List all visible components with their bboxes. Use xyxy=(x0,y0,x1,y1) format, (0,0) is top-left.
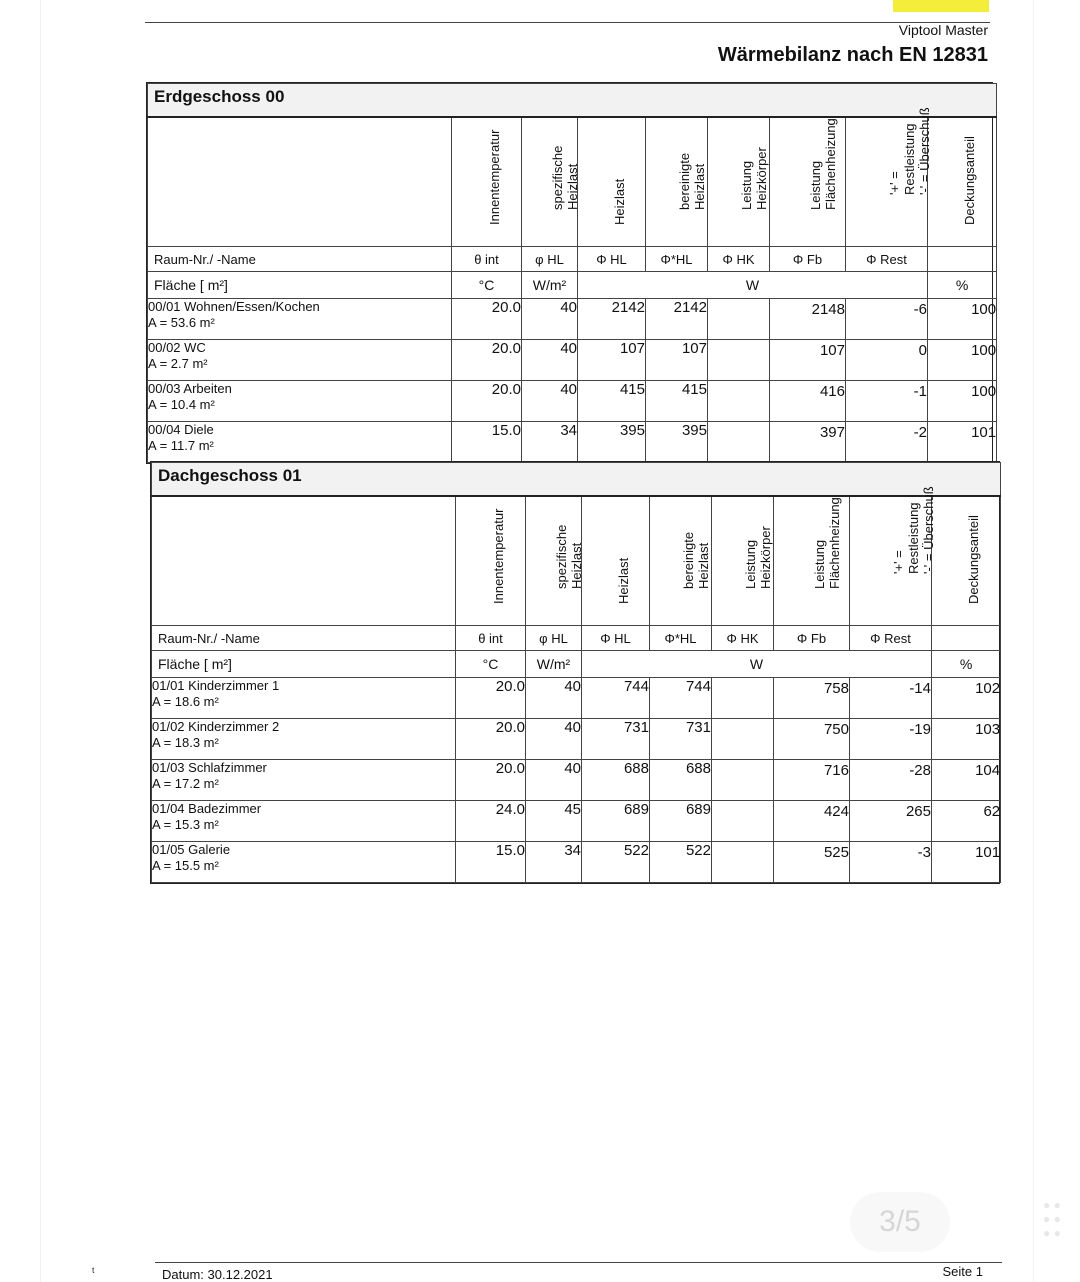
room-area: A = 2.7 m² xyxy=(148,356,208,371)
unit-temp: °C xyxy=(456,651,526,678)
column-label-line: Heizlast xyxy=(615,557,631,604)
cell-hk xyxy=(712,678,774,719)
cell-adj: 415 xyxy=(646,381,708,422)
column-label-line: Heizkörper xyxy=(757,526,773,589)
cell-hk xyxy=(712,760,774,801)
cell-temp: 20.0 xyxy=(456,719,526,760)
room-cell xyxy=(148,381,452,422)
cell-rest: -19 xyxy=(850,719,932,760)
column-label-line: Leistung xyxy=(738,160,754,210)
column-header-adj xyxy=(650,496,712,626)
cell-temp: 20.0 xyxy=(452,340,522,381)
column-header-rest xyxy=(850,486,936,626)
column-header-spec xyxy=(522,117,578,247)
table-row xyxy=(152,719,1001,760)
column-label-line: Flächenheizung xyxy=(822,118,838,210)
cell-temp: 20.0 xyxy=(452,381,522,422)
column-label-line: Heizlast xyxy=(691,163,707,210)
cell-cover: 104 xyxy=(932,760,1001,801)
cell-load: 107 xyxy=(578,340,646,381)
cell-adj: 107 xyxy=(646,340,708,381)
cell-cover: 101 xyxy=(932,842,1001,883)
column-header-load xyxy=(578,117,646,247)
cell-fb: 750 xyxy=(774,719,850,760)
room-name: 01/04 Badezimmer xyxy=(152,801,262,816)
column-header-spec xyxy=(526,496,582,626)
row-label-header: Raum-Nr./ -Name xyxy=(148,247,452,272)
cell-load: 415 xyxy=(578,381,646,422)
room-cell xyxy=(152,678,456,719)
table-row xyxy=(148,422,997,463)
cell-fb: 416 xyxy=(770,381,846,422)
column-label-line: Leistung xyxy=(807,160,823,210)
column-label-line: Deckungsanteil xyxy=(962,136,978,225)
column-label-line: Restleistung xyxy=(905,502,921,574)
room-name: 00/04 Diele xyxy=(148,422,214,437)
section-1 xyxy=(150,461,1000,884)
cell-fb: 716 xyxy=(774,760,850,801)
footer-rule xyxy=(155,1262,1002,1263)
symbol-spec: φ HL xyxy=(526,626,582,651)
cell-spec: 45 xyxy=(526,801,582,842)
row-label-header: Raum-Nr./ -Name xyxy=(152,626,456,651)
column-label-line: Heizkörper xyxy=(753,147,769,210)
cell-hk xyxy=(708,340,770,381)
header-blank xyxy=(152,496,456,626)
symbol-cover xyxy=(932,626,1001,651)
room-cell xyxy=(152,760,456,801)
cell-load: 522 xyxy=(582,842,650,883)
cell-rest: 265 xyxy=(850,801,932,842)
cell-load: 395 xyxy=(578,422,646,463)
column-label-line: '+' = xyxy=(886,171,902,195)
unit-spec: W/m² xyxy=(526,651,582,678)
column-label-line: Heizlast xyxy=(611,178,627,225)
area-label-header: Fläche [ m²] xyxy=(148,272,452,299)
column-label-line: Innentemperatur xyxy=(486,129,502,225)
room-area: A = 10.4 m² xyxy=(148,397,215,412)
cell-hk xyxy=(708,422,770,463)
footer-date: Datum: 30.12.2021 xyxy=(162,1267,273,1282)
symbol-rest: Φ Rest xyxy=(846,247,928,272)
symbol-adj: Φ*HL xyxy=(650,626,712,651)
column-label-line: Innentemperatur xyxy=(490,508,506,604)
cell-adj: 731 xyxy=(650,719,712,760)
column-header-cover xyxy=(932,496,1001,626)
cell-spec: 40 xyxy=(526,678,582,719)
column-label-line: Restleistung xyxy=(901,123,917,195)
cell-rest: -2 xyxy=(846,422,928,463)
table-row xyxy=(152,678,1001,719)
footer-page-number: Seite 1 xyxy=(942,1264,983,1279)
table-row xyxy=(148,381,997,422)
room-area: A = 53.6 m² xyxy=(148,315,215,330)
symbol-adj: Φ*HL xyxy=(646,247,708,272)
room-area: A = 15.3 m² xyxy=(152,817,219,832)
column-header-rest xyxy=(846,107,932,247)
yellow-tab-marker xyxy=(893,0,989,12)
app-name: Viptool Master xyxy=(898,22,988,38)
cell-adj: 522 xyxy=(650,842,712,883)
column-header-temp xyxy=(452,117,522,247)
cell-fb: 397 xyxy=(770,422,846,463)
cell-adj: 688 xyxy=(650,760,712,801)
column-header-hk xyxy=(708,117,770,247)
document-title: Wärmebilanz nach EN 12831 xyxy=(717,44,988,66)
unit-temp: °C xyxy=(452,272,522,299)
room-name: 01/01 Kinderzimmer 1 xyxy=(152,678,280,693)
column-label-line: Deckungsanteil xyxy=(966,515,982,604)
cell-fb: 107 xyxy=(770,340,846,381)
cell-load: 2142 xyxy=(578,299,646,340)
table-row xyxy=(148,299,997,340)
cell-hk xyxy=(708,299,770,340)
cell-rest: -28 xyxy=(850,760,932,801)
column-label-line: Leistung xyxy=(742,539,758,589)
room-area: A = 15.5 m² xyxy=(152,858,219,873)
section-title: Dachgeschoss 01 xyxy=(152,463,1001,497)
room-cell xyxy=(148,299,452,340)
table-row xyxy=(148,340,997,381)
column-label-line: spezifische xyxy=(553,524,569,589)
cell-fb: 424 xyxy=(774,801,850,842)
cell-hk xyxy=(712,842,774,883)
cell-load: 689 xyxy=(582,801,650,842)
side-mark-icon: ᵗ xyxy=(92,1265,95,1279)
room-name: 01/03 Schlafzimmer xyxy=(152,760,267,775)
column-header-cover xyxy=(928,117,997,247)
page-indicator[interactable]: 3/5 xyxy=(850,1192,950,1252)
symbol-spec: φ HL xyxy=(522,247,578,272)
column-label-line: Flächenheizung xyxy=(826,497,842,589)
table-row xyxy=(152,842,1001,883)
room-name: 01/05 Galerie xyxy=(152,842,231,857)
table-row xyxy=(152,801,1001,842)
symbol-hk: Φ HK xyxy=(708,247,770,272)
symbol-fb: Φ Fb xyxy=(774,626,850,651)
symbol-load: Φ HL xyxy=(578,247,646,272)
cell-spec: 34 xyxy=(522,422,578,463)
column-label-line: Leistung xyxy=(811,539,827,589)
cell-spec: 40 xyxy=(522,299,578,340)
cell-fb: 758 xyxy=(774,678,850,719)
cell-cover: 100 xyxy=(928,381,997,422)
column-header-adj xyxy=(646,117,708,247)
cell-adj: 689 xyxy=(650,801,712,842)
cell-load: 688 xyxy=(582,760,650,801)
cell-cover: 100 xyxy=(928,299,997,340)
cell-rest: -6 xyxy=(846,299,928,340)
cell-fb: 525 xyxy=(774,842,850,883)
cell-spec: 40 xyxy=(526,760,582,801)
column-label-line: '-' = Überschuß xyxy=(916,107,932,195)
cell-spec: 40 xyxy=(522,381,578,422)
cell-temp: 20.0 xyxy=(456,678,526,719)
symbol-cover xyxy=(928,247,997,272)
cell-spec: 40 xyxy=(526,719,582,760)
symbol-hk: Φ HK xyxy=(712,626,774,651)
cell-rest: -3 xyxy=(850,842,932,883)
symbol-fb: Φ Fb xyxy=(770,247,846,272)
cell-cover: 62 xyxy=(932,801,1001,842)
column-header-fb xyxy=(774,496,850,626)
column-header-fb xyxy=(770,117,846,247)
unit-watt: W xyxy=(578,272,928,299)
column-label-line: bereinigte xyxy=(680,531,696,589)
unit-percent: % xyxy=(932,651,1001,678)
room-name: 01/02 Kinderzimmer 2 xyxy=(152,719,280,734)
column-label-line: Heizlast xyxy=(564,163,580,210)
section-0 xyxy=(146,82,997,464)
cell-load: 744 xyxy=(582,678,650,719)
cell-hk xyxy=(712,719,774,760)
cell-spec: 34 xyxy=(526,842,582,883)
cell-adj: 395 xyxy=(646,422,708,463)
cell-temp: 20.0 xyxy=(452,299,522,340)
cell-cover: 102 xyxy=(932,678,1001,719)
symbol-temp: θ int xyxy=(452,247,522,272)
column-label-line: Heizlast xyxy=(695,542,711,589)
cell-adj: 744 xyxy=(650,678,712,719)
table-row xyxy=(152,760,1001,801)
room-area: A = 11.7 m² xyxy=(148,438,214,453)
cell-spec: 40 xyxy=(522,340,578,381)
cell-fb: 2148 xyxy=(770,299,846,340)
cell-hk xyxy=(712,801,774,842)
unit-percent: % xyxy=(928,272,997,299)
unit-watt: W xyxy=(582,651,932,678)
room-cell xyxy=(148,422,452,463)
column-header-load xyxy=(582,496,650,626)
grid-dots-icon[interactable]: ● ● ● ● ● ● xyxy=(1043,1198,1061,1240)
cell-rest: -1 xyxy=(846,381,928,422)
column-label-line: '-' = Überschuß xyxy=(920,486,936,574)
room-cell xyxy=(152,801,456,842)
room-area: A = 17.2 m² xyxy=(152,776,219,791)
section-title: Erdgeschoss 00 xyxy=(148,84,997,118)
cell-temp: 15.0 xyxy=(452,422,522,463)
cell-load: 731 xyxy=(582,719,650,760)
area-label-header: Fläche [ m²] xyxy=(152,651,456,678)
cell-temp: 24.0 xyxy=(456,801,526,842)
room-name: 00/01 Wohnen/Essen/Kochen xyxy=(148,299,320,314)
room-area: A = 18.6 m² xyxy=(152,694,219,709)
cell-hk xyxy=(708,381,770,422)
column-header-hk xyxy=(712,496,774,626)
column-label-line: '+' = xyxy=(890,550,906,574)
header-blank xyxy=(148,117,452,247)
column-header-temp xyxy=(456,496,526,626)
room-area: A = 18.3 m² xyxy=(152,735,219,750)
room-name: 00/02 WC xyxy=(148,340,206,355)
cell-cover: 101 xyxy=(928,422,997,463)
cell-rest: 0 xyxy=(846,340,928,381)
column-label-line: Heizlast xyxy=(568,542,584,589)
room-cell xyxy=(148,340,452,381)
symbol-temp: θ int xyxy=(456,626,526,651)
symbol-load: Φ HL xyxy=(582,626,650,651)
room-cell xyxy=(152,842,456,883)
cell-temp: 15.0 xyxy=(456,842,526,883)
column-label-line: bereinigte xyxy=(676,152,692,210)
symbol-rest: Φ Rest xyxy=(850,626,932,651)
room-cell xyxy=(152,719,456,760)
column-label-line: spezifische xyxy=(549,145,565,210)
cell-temp: 20.0 xyxy=(456,760,526,801)
room-name: 00/03 Arbeiten xyxy=(148,381,232,396)
cell-cover: 100 xyxy=(928,340,997,381)
cell-rest: -14 xyxy=(850,678,932,719)
cell-cover: 103 xyxy=(932,719,1001,760)
cell-adj: 2142 xyxy=(646,299,708,340)
unit-spec: W/m² xyxy=(522,272,578,299)
